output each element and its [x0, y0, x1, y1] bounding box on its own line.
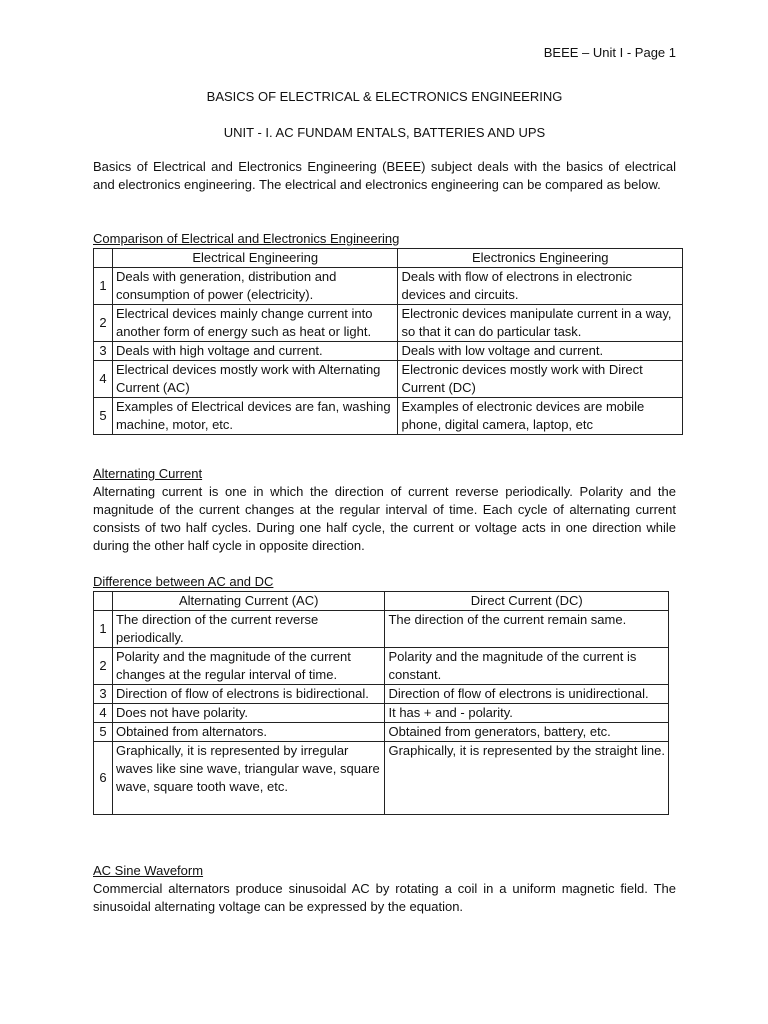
table-cell: Deals with flow of electrons in electronic devices and circuits.: [398, 268, 683, 305]
header-cell: Alternating Current (AC): [112, 592, 385, 611]
table-cell: Electronic devices mostly work with Direct Current (DC): [398, 361, 683, 398]
table-header-row: [94, 592, 669, 611]
table-cell: The direction of the current reverse periodically.: [112, 611, 385, 648]
header-cell: [94, 592, 113, 611]
table-row: [94, 268, 683, 305]
row-number: 5: [94, 723, 113, 742]
ac-paragraph: Alternating current is one in which the direction of current reverse periodically. Polarity and the magnitude of the current changes at the regular interval of time. Each cycle of alternating current consists of two half cycles. During one half cycle, the current or voltage acts in one direction while during the other half cycle in opposite direction.: [93, 484, 676, 553]
table-row: [94, 723, 669, 742]
header-cell: [94, 249, 113, 268]
table-row: [94, 305, 683, 342]
row-number: 5: [94, 398, 113, 435]
page-header: BEEE – Unit I - Page 1: [543, 45, 676, 60]
table-cell: Graphically, it is represented by the straight line.: [385, 742, 669, 815]
table-cell: Examples of Electrical devices are fan, washing machine, motor, etc.: [112, 398, 398, 435]
sine-paragraph: Commercial alternators produce sinusoidal AC by rotating a coil in a uniform magnetic field. The sinusoidal alternating voltage can be expressed by the equation.: [93, 881, 676, 914]
table-row: [94, 742, 669, 815]
table-header-row: [94, 249, 683, 268]
table-cell: Examples of electronic devices are mobile phone, digital camera, laptop, etc: [398, 398, 683, 435]
table-cell: Obtained from alternators.: [112, 723, 385, 742]
table-row: [94, 704, 669, 723]
row-number: 3: [94, 685, 113, 704]
intro-paragraph: Basics of Electrical and Electronics Engineering (BEEE) subject deals with the basics of electrical and electronics engineering. The electrical and electronics engineering can be compared as below.: [93, 159, 676, 192]
table-row: [94, 685, 669, 704]
row-number: 4: [94, 704, 113, 723]
table-row: [94, 611, 669, 648]
sine-heading: AC Sine Waveform: [93, 863, 204, 878]
table-cell: Deals with low voltage and current.: [398, 342, 683, 361]
row-number: 1: [94, 611, 113, 648]
table-cell: Direction of flow of electrons is bidirectional.: [112, 685, 385, 704]
table-cell: Graphically, it is represented by irregular waves like sine wave, triangular wave, square wave, square tooth wave, etc.: [112, 742, 385, 815]
table-row: [94, 398, 683, 435]
ac-heading: Alternating Current: [93, 466, 203, 481]
row-number: 2: [94, 305, 113, 342]
table-row: [94, 648, 669, 685]
table-cell: Does not have polarity.: [112, 704, 385, 723]
table-cell: Deals with high voltage and current.: [112, 342, 398, 361]
table-row: [94, 342, 683, 361]
table-cell: Electronic devices manipulate current in a way, so that it can do particular task.: [398, 305, 683, 342]
header-cell: Electrical Engineering: [112, 249, 398, 268]
table-cell: It has + and - polarity.: [385, 704, 669, 723]
difference-heading: Difference between AC and DC: [93, 574, 274, 589]
table-cell: The direction of the current remain same.: [385, 611, 669, 648]
table-row: [94, 361, 683, 398]
header-cell: Electronics Engineering: [398, 249, 683, 268]
document-title: BASICS OF ELECTRICAL & ELECTRONICS ENGINEERING: [206, 89, 563, 104]
comparison-heading: Comparison of Electrical and Electronics Engineering: [93, 231, 400, 246]
row-number: 3: [94, 342, 113, 361]
table-cell: Obtained from generators, battery, etc.: [385, 723, 669, 742]
table-cell: Polarity and the magnitude of the current changes at the regular interval of time.: [112, 648, 385, 685]
row-number: 2: [94, 648, 113, 685]
table-cell: Polarity and the magnitude of the current is constant.: [385, 648, 669, 685]
header-cell: Direct Current (DC): [385, 592, 669, 611]
table-cell: Electrical devices mainly change current into another form of energy such as heat or light.: [112, 305, 398, 342]
table-cell: Direction of flow of electrons is unidirectional.: [385, 685, 669, 704]
table-cell: Electrical devices mostly work with Alternating Current (AC): [112, 361, 398, 398]
row-number: 6: [94, 742, 113, 815]
difference-table: [93, 591, 669, 815]
comparison-table: [93, 248, 683, 435]
unit-title: UNIT - I. AC FUNDAM ENTALS, BATTERIES AND UPS: [223, 125, 546, 140]
row-number: 1: [94, 268, 113, 305]
row-number: 4: [94, 361, 113, 398]
table-cell: Deals with generation, distribution and consumption of power (electricity).: [112, 268, 398, 305]
